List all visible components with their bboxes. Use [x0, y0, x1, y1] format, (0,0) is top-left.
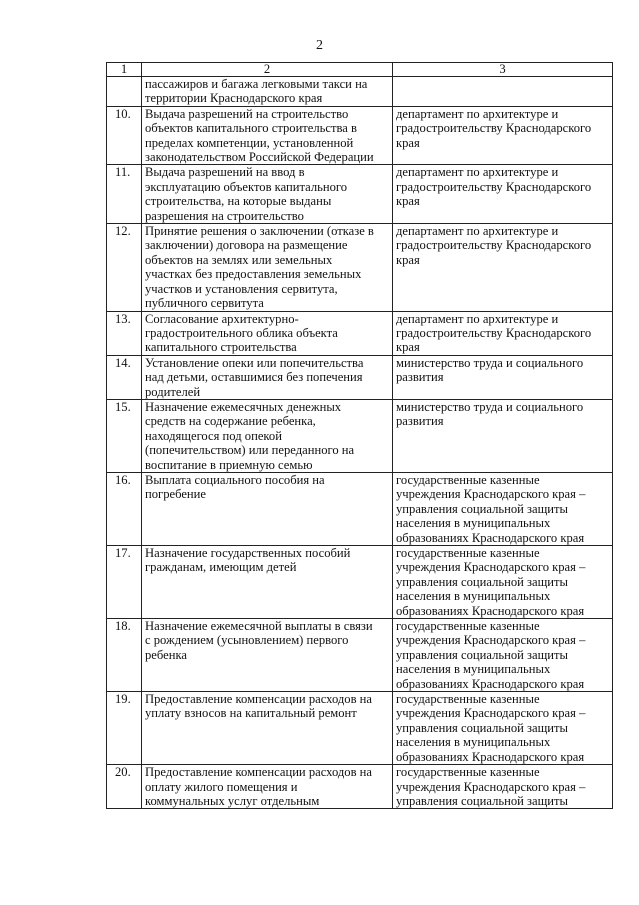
services-table — [106, 62, 613, 809]
row-number: 19. — [107, 692, 142, 765]
table-row — [107, 472, 613, 545]
service-name: Выдача разрешений на ввод в эксплуатацию объектов капитального строительства, на которые выданы разрешения на строительство — [142, 165, 393, 224]
responsible-agency: департамент по архитектуре и градостроительству Краснодарского края — [393, 311, 613, 355]
page-number: 2 — [316, 38, 323, 53]
column-header-2: 2 — [142, 63, 393, 77]
responsible-agency: государственные казенные учреждения Краснодарского края – управления социальной защиты — [393, 765, 613, 809]
table-row — [107, 399, 613, 472]
service-name: Назначение ежемесячной выплаты в связи с рождением (усыновлением) первого ребенка — [142, 619, 393, 692]
service-name: Предоставление компенсации расходов на уплату взносов на капитальный ремонт — [142, 692, 393, 765]
responsible-agency: государственные казенные учреждения Краснодарского края – управления социальной защиты населения в муниципальных образованиях Краснодарского края — [393, 619, 613, 692]
table-row — [107, 355, 613, 399]
service-name: Назначение государственных пособий гражданам, имеющим детей — [142, 546, 393, 619]
responsible-agency: департамент по архитектуре и градостроительству Краснодарского края — [393, 165, 613, 224]
table-header-row — [107, 63, 613, 77]
row-number: 15. — [107, 399, 142, 472]
column-header-1: 1 — [107, 63, 142, 77]
row-number: 17. — [107, 546, 142, 619]
row-number: 20. — [107, 765, 142, 809]
table-row — [107, 619, 613, 692]
row-number: 10. — [107, 106, 142, 165]
responsible-agency: государственные казенные учреждения Краснодарского края – управления социальной защиты населения в муниципальных образованиях Краснодарского края — [393, 472, 613, 545]
service-name: Принятие решения о заключении (отказе в заключении) договора на размещение объектов на землях или земельных участках без предоставления земельных участков и установления сервитута, публичного сервитута — [142, 224, 393, 311]
service-name: Установление опеки или попечительства над детьми, оставшимися без попечения родителей — [142, 355, 393, 399]
service-name: Предоставление компенсации расходов на оплату жилого помещения и коммунальных услуг отдельным — [142, 765, 393, 809]
row-number: 12. — [107, 224, 142, 311]
table-row — [107, 692, 613, 765]
table-row — [107, 311, 613, 355]
table-row — [107, 224, 613, 311]
responsible-agency: государственные казенные учреждения Краснодарского края – управления социальной защиты населения в муниципальных образованиях Краснодарского края — [393, 546, 613, 619]
row-number: 18. — [107, 619, 142, 692]
row-number: 16. — [107, 472, 142, 545]
table-row — [107, 765, 613, 809]
service-name: Выплата социального пособия на погребение — [142, 472, 393, 545]
table-row — [107, 165, 613, 224]
row-number — [107, 77, 142, 107]
responsible-agency — [393, 77, 613, 107]
row-number: 13. — [107, 311, 142, 355]
table-row — [107, 546, 613, 619]
service-name: пассажиров и багажа легковыми такси на территории Краснодарского края — [142, 77, 393, 107]
responsible-agency: министерство труда и социального развития — [393, 399, 613, 472]
service-name: Согласование архитектурно- градостроительного облика объекта капитального строительства — [142, 311, 393, 355]
table-row — [107, 106, 613, 165]
responsible-agency: министерство труда и социального развития — [393, 355, 613, 399]
row-number: 14. — [107, 355, 142, 399]
responsible-agency: департамент по архитектуре и градостроительству Краснодарского края — [393, 106, 613, 165]
row-number: 11. — [107, 165, 142, 224]
responsible-agency: государственные казенные учреждения Краснодарского края – управления социальной защиты населения в муниципальных образованиях Краснодарского края — [393, 692, 613, 765]
table-row — [107, 77, 613, 107]
service-name: Назначение ежемесячных денежных средств на содержание ребенка, находящегося под опекой (попечительством) или переданного на воспитание в приемную семью — [142, 399, 393, 472]
service-name: Выдача разрешений на строительство объектов капитального строительства в пределах компетенции, установленной законодательством Российской Федерации — [142, 106, 393, 165]
column-header-3: 3 — [393, 63, 613, 77]
responsible-agency: департамент по архитектуре и градостроительству Краснодарского края — [393, 224, 613, 311]
